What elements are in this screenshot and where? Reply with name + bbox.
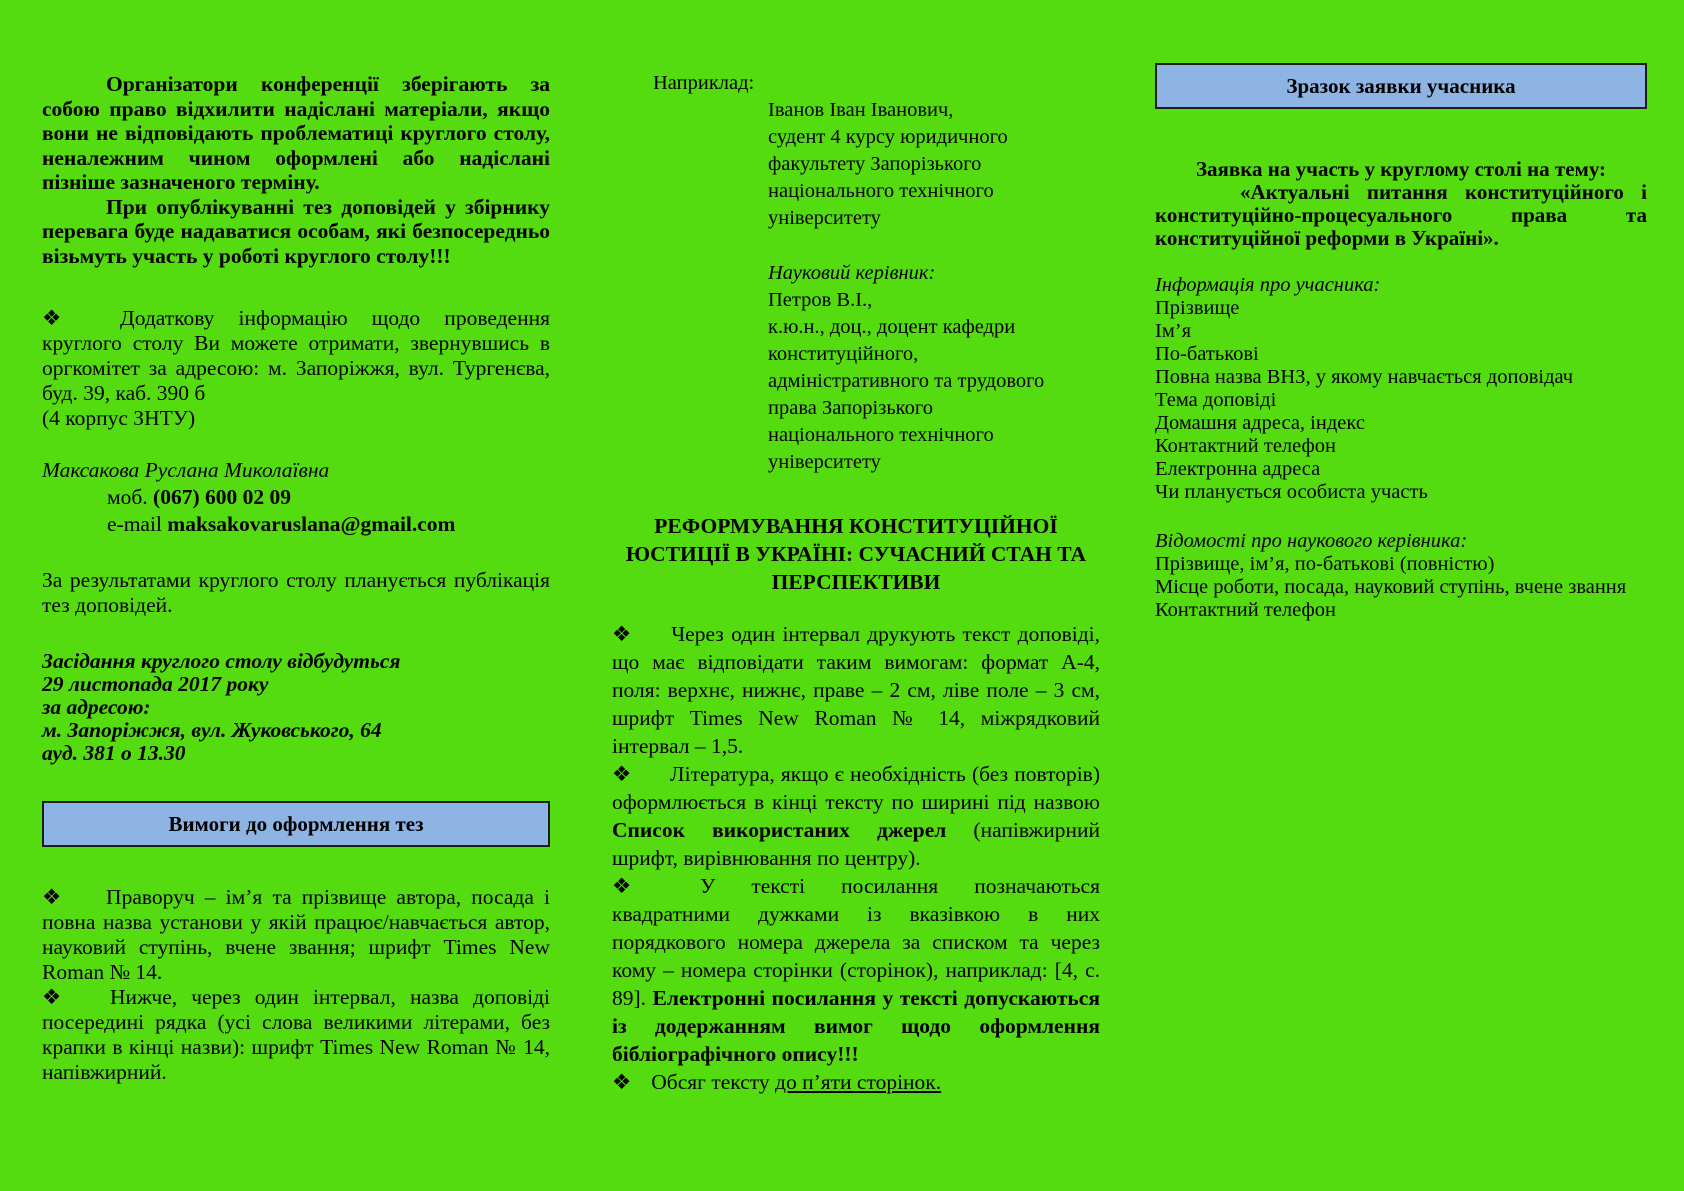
supervisor-label: Науковий керівник: xyxy=(768,262,936,284)
formatting-rules-block xyxy=(612,620,1100,1096)
example-line: факультету Запорізького xyxy=(768,153,982,175)
contact-email-row xyxy=(42,511,550,538)
volume-text-pre: Обсяг тексту xyxy=(651,1070,776,1094)
diamond-bullet-icon: ❖ xyxy=(612,874,662,898)
email-label: e-mail xyxy=(107,512,168,536)
participant-field: Ім’я xyxy=(1155,320,1192,342)
supervisor-line: конституційного, xyxy=(768,343,919,365)
supervisor-field: Контактний телефон xyxy=(1155,599,1337,621)
organizers-paragraph: Організатори конференції зберігають за собою право відхилити надіслані матеріали, якщо вони не відповідають проблематиці круглого столу, неналежним чином оформлені або надіслані пізніше зазначеного терміну. xyxy=(42,72,550,194)
event-line: ауд. 381 о 13.30 xyxy=(42,741,186,765)
campus-line: (4 корпус ЗНТУ) xyxy=(42,406,196,430)
literature-text-post: (напівжирний шрифт, вирівнювання по центру). xyxy=(612,818,1100,870)
participant-info-label: Інформація про учасника: xyxy=(1155,274,1381,296)
supervisor-line: права Запорізького xyxy=(768,397,933,419)
supervisor-fields-list xyxy=(1155,553,1647,622)
author-name-text: Праворуч – ім’я та прізвище автора, посада і повна назва установи у якій працює/навчається автор, науковий ступінь, вчене звання; шрифт Times New Roman № 14. xyxy=(42,885,550,984)
diamond-bullet-icon: ❖ xyxy=(612,762,633,786)
example-label: Наприклад: xyxy=(653,72,755,94)
supervisor-info-label: Відомості про наукового керівника: xyxy=(1155,530,1468,552)
phone-number: (067) 600 02 09 xyxy=(153,485,291,509)
contact-name: Максакова Руслана Миколаївна xyxy=(42,458,330,482)
additional-info-bullet xyxy=(42,306,550,406)
application-title: Заявка на участь у круглому столі на тему: xyxy=(1195,157,1607,181)
electronic-references-text: Електронні посилання у тексті допускаються із додержанням вимог щодо оформлення бібліографічного опису!!! xyxy=(612,986,1100,1066)
participant-field: Повна назва ВНЗ, у якому навчається доповідач xyxy=(1155,366,1574,388)
diamond-bullet-icon: ❖ xyxy=(612,1070,632,1094)
middle-panel xyxy=(612,70,1100,1096)
event-details-block xyxy=(42,650,550,765)
left-panel xyxy=(42,72,550,1085)
references-bullet xyxy=(612,872,1100,1068)
contact-phone-row xyxy=(42,484,550,511)
spacing-text: Через один інтервал друкують текст доповіді, що має відповідати таким вимогам: формат А-4, поля: верхнє, нижнє, праве – 2 см, ліве поле – 3 см, шрифт Times New Roman № 14, міжрядковий інтервал – 1,5. xyxy=(612,622,1100,758)
literature-bullet xyxy=(612,760,1100,872)
author-name-bullet xyxy=(42,885,550,985)
example-line: Іванов Іван Іванович, xyxy=(768,99,954,121)
roundtable-topic: «Актуальні питання конституційного і конституційно-процесуального права та конституційної реформи в Україні». xyxy=(1155,180,1647,250)
text-volume-bullet xyxy=(612,1068,1100,1096)
example-supervisor-block xyxy=(612,260,1100,476)
event-line: 29 листопада 2017 року xyxy=(42,672,269,696)
requirements-header-box: Вимоги до оформлення тез xyxy=(42,801,550,847)
supervisor-field: Місце роботи, посада, науковий ступінь, вчене звання xyxy=(1155,576,1627,598)
example-line: національного технічного xyxy=(768,180,994,202)
results-paragraph: За результатами круглого столу планується публікація тез доповідей. xyxy=(42,568,550,617)
event-line: м. Запоріжжя, вул. Жуковського, 64 xyxy=(42,718,382,742)
references-text-pre: У тексті посилання позначаються квадратними дужками із вказівкою в них порядкового номера джерела за списком та через кому – номера сторінки (сторінок), наприклад: [4, с. 89]. xyxy=(612,874,1100,1010)
supervisor-line: Петров В.І., xyxy=(768,289,873,311)
phone-label: моб. xyxy=(107,485,154,509)
publication-priority-paragraph: При опублікуванні тез доповідей у збірнику перевага буде надаватися особам, які безпосередньо візьмуть участь у роботі круглого столу!!! xyxy=(42,194,550,268)
example-line: судент 4 курсу юридичного xyxy=(768,126,1008,148)
application-sample-header-box: Зразок заявки учасника xyxy=(1155,63,1647,109)
supervisor-field: Прізвище, ім’я, по-батькові (повністю) xyxy=(1155,553,1495,575)
example-line: університету xyxy=(768,207,881,229)
diamond-bullet-icon: ❖ xyxy=(42,885,67,909)
participant-field: Електронна адреса xyxy=(1155,458,1321,480)
diamond-bullet-icon: ❖ xyxy=(42,985,71,1009)
right-panel xyxy=(1155,63,1647,622)
participant-field: Контактний телефон xyxy=(1155,435,1337,457)
diamond-bullet-icon: ❖ xyxy=(42,306,81,330)
report-title-text: Нижче, через один інтервал, назва доповіді посередині рядка (усі слова великими літерами, без крапки в кінці назви): шрифт Times New Roman № 14, напівжирний. xyxy=(42,985,551,1084)
literature-text-pre: Література, якщо є необхідність (без повторів) оформлюється в кінці тексту по ширині під назвою xyxy=(612,762,1100,814)
diamond-bullet-icon: ❖ xyxy=(612,622,634,646)
supervisor-line: адміністративного та трудового xyxy=(768,370,1045,392)
supervisor-line: к.ю.н., доц., доцент кафедри xyxy=(768,316,1016,338)
participant-field: Прізвище xyxy=(1155,297,1240,319)
email-address: maksakovaruslana@gmail.com xyxy=(167,512,456,536)
contact-block xyxy=(42,457,550,538)
sources-list-title: Список використаних джерел xyxy=(612,818,947,842)
event-line: за адресою: xyxy=(42,695,151,719)
report-title-bullet xyxy=(42,985,550,1085)
five-pages-limit-text: до п’яти сторінок. xyxy=(775,1070,942,1094)
spacing-bullet xyxy=(612,620,1100,760)
event-line: Засідання круглого столу відбудуться xyxy=(42,649,401,673)
participant-fields-list xyxy=(1155,297,1647,504)
participant-field: Чи планується особиста участь xyxy=(1155,481,1428,503)
example-author-block xyxy=(612,97,1100,232)
additional-info-text: Додаткову інформацію щодо проведення круглого столу Ви можете отримати, звернувшись в оргкомітет за адресою: м. Запоріжжя, вул. Тургенєва, буд. 39, каб. 390 б xyxy=(42,306,550,405)
participant-field: По-батькові xyxy=(1155,343,1259,365)
example-report-heading: РЕФОРМУВАННЯ КОНСТИТУЦІЙНОЇ ЮСТИЦІЇ В УКРАЇНІ: СУЧАСНИЙ СТАН ТА ПЕРСПЕКТИВИ xyxy=(625,514,1087,594)
supervisor-line: університету xyxy=(768,451,881,473)
participant-field: Домашня адреса, індекс xyxy=(1155,412,1365,434)
participant-field: Тема доповіді xyxy=(1155,389,1277,411)
supervisor-line: національного технічного xyxy=(768,424,994,446)
